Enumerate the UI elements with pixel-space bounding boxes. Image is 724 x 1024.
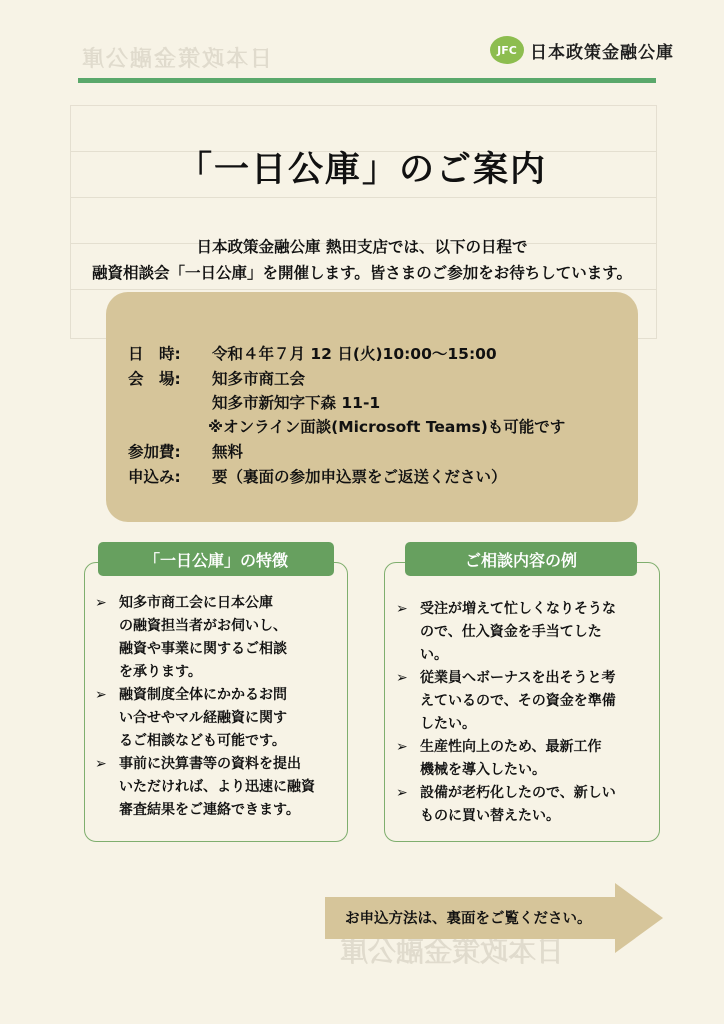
page-title: 「一日公庫」のご案内 [176, 150, 547, 190]
bleed-through-footer-brand: 日本政策金融公庫 [340, 935, 565, 968]
list-item: ➢ 従業員へボーナスを出そうと考 えているので、その資金を準備 したい。 [396, 667, 658, 736]
list-item: ➢ 事前に決算書等の資料を提出 いただければ、より迅速に融資 審査結果をご連絡できます。 [95, 753, 345, 822]
header-brand [490, 36, 674, 64]
date-label: 日 時: [128, 345, 181, 363]
venue-note: ※オンライン面談(Microsoft Teams)も可能です [208, 418, 566, 436]
bleed-through-brand: 日本政策金融公庫 [80, 47, 273, 72]
intro-text [0, 234, 724, 286]
footer-note: お申込方法は、裏面をご覧ください。 [345, 911, 592, 927]
apply-label: 申込み: [128, 468, 181, 486]
venue-name: 知多市商工会 [212, 370, 306, 388]
examples-list [396, 598, 658, 828]
bullet-arrow-icon: ➢ [95, 595, 107, 611]
fee-label: 参加費: [128, 443, 181, 461]
examples-heading: ご相談内容の例 [405, 542, 637, 576]
venue-row [128, 367, 305, 389]
date-row [128, 342, 497, 364]
list-item: ➢ 融資制度全体にかかるお問 い合せやマル経融資に関す るご相談なども可能です。 [95, 684, 345, 753]
bullet-arrow-icon: ➢ [95, 756, 107, 772]
list-item: ➢ 生産性向上のため、最新工作 機械を導入したい。 [396, 736, 658, 782]
intro-line-2: 融資相談会「一日公庫」を開催します。皆さまのご参加をお待ちしています。 [91, 264, 633, 282]
list-item: ➢ 受注が増えて忙しくなりそうな ので、仕入資金を手当てした い。 [396, 598, 658, 667]
bullet-arrow-icon: ➢ [95, 687, 107, 703]
list-item: ➢ 設備が老朽化したので、新しい ものに買い替えたい。 [396, 782, 658, 828]
fee-row [128, 440, 243, 462]
bullet-arrow-icon: ➢ [396, 785, 408, 801]
features-list [95, 592, 345, 822]
header-divider [78, 78, 656, 83]
intro-line-1: 日本政策金融公庫 熱田支店では、以下の日程で [196, 238, 528, 256]
venue-address: 知多市新知字下森 11-1 [212, 394, 381, 412]
bullet-arrow-icon: ➢ [396, 739, 408, 755]
brand-name: 日本政策金融公庫 [530, 42, 674, 63]
date-value: 令和４年７月 12 日(火)10:00～15:00 [212, 345, 497, 363]
list-item: ➢ 知多市商工会に日本公庫 の融資担当者がお伺いし、 融資や事業に関するご相談 を承ります。 [95, 592, 345, 684]
apply-row [128, 465, 507, 487]
jfc-logo-icon: JFC [490, 36, 524, 64]
apply-value: 要（裏面の参加申込票をご返送ください） [212, 468, 507, 486]
features-heading: 「一日公庫」の特徴 [98, 542, 334, 576]
fee-value: 無料 [212, 443, 244, 461]
bullet-arrow-icon: ➢ [396, 670, 408, 686]
bullet-arrow-icon: ➢ [396, 601, 408, 617]
venue-label: 会 場: [128, 370, 181, 388]
